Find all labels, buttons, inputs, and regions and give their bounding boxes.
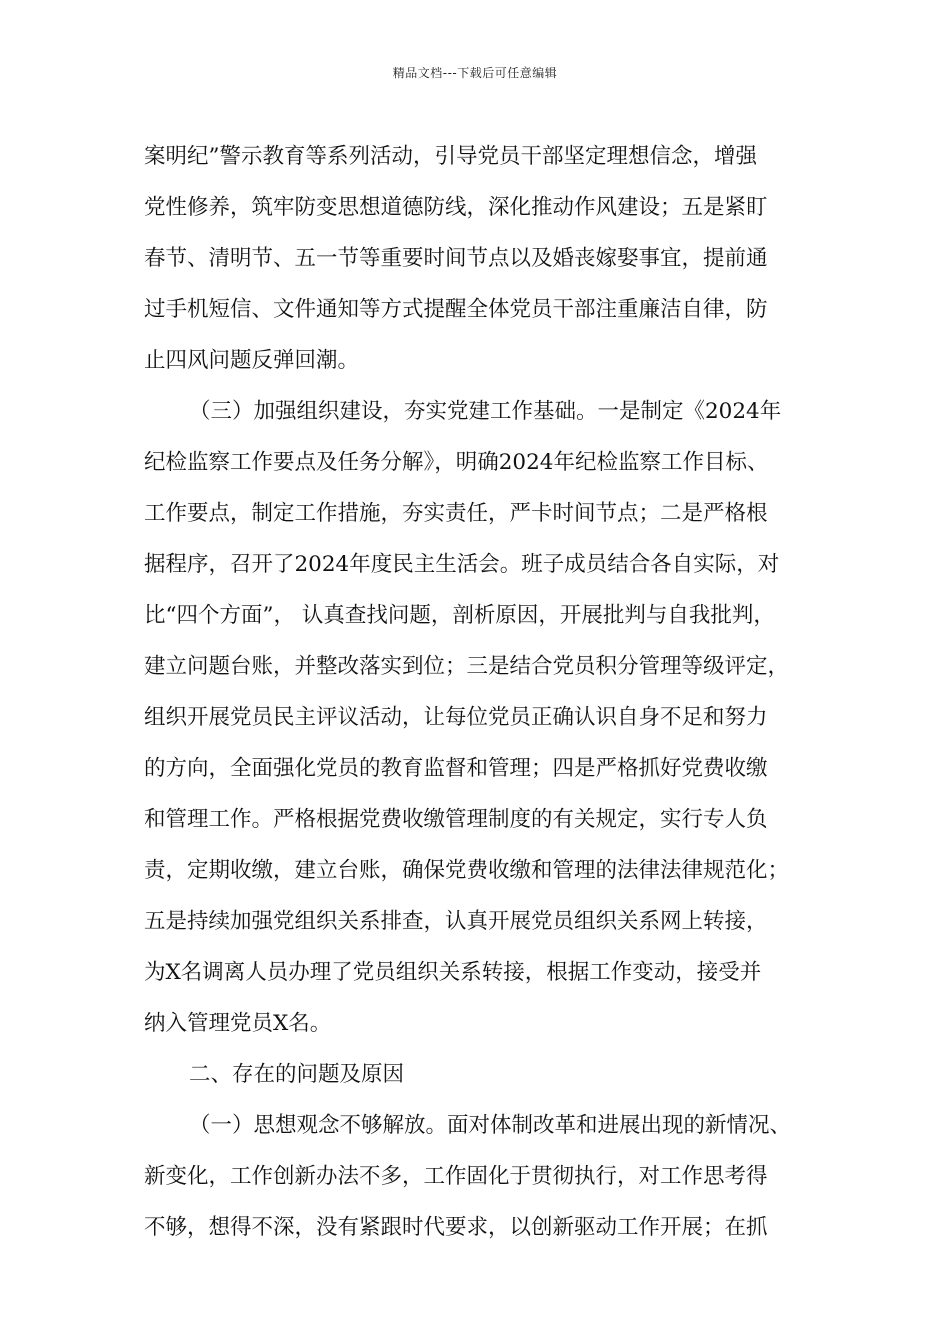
text-line: 新变化，工作创新办法不多，工作固化于贯彻执行，对工作思考得 [144, 1164, 768, 1189]
text-line: 组织开展党员民主评议活动，让每位党员正确认识自身不足和努力 [144, 705, 768, 730]
text-line: 建立问题台账，并整改落实到位；三是结合党员积分管理等级评定， [144, 654, 790, 679]
text-line: 党性修养，筑牢防变思想道德防线，深化推动作风建设；五是紧盯 [144, 195, 768, 220]
section-heading: （一）思想观念不够解放。面对体制改革和进展出现的新情况、 [189, 1113, 792, 1138]
text-line: 纳入管理党员X名。 [144, 1011, 332, 1036]
text-line: 和管理工作。严格根据党费收缴管理制度的有关规定，实行专人负 [144, 807, 768, 832]
text-line: 过手机短信、文件通知等方式提醒全体党员干部注重廉洁自律，防 [144, 297, 768, 322]
section-heading: （三）加强组织建设，夯实党建工作基础。一是制定《2024年 [189, 399, 782, 424]
text-line: 不够，想得不深，没有紧跟时代要求，以创新驱动工作开展；在抓 [144, 1215, 768, 1240]
text-line: 的方向，全面强化党员的教育监督和管理；四是严格抓好党费收缴 [144, 756, 768, 781]
text-line: 案明纪”警示教育等系列活动，引导党员干部坚定理想信念，增强 [144, 144, 757, 169]
text-line: 五是持续加强党组织关系排查，认真开展党员组织关系网上转接， [144, 909, 768, 934]
text-line: 责，定期收缴，建立台账，确保党费收缴和管理的法律法律规范化； [144, 858, 790, 883]
document-body [144, 131, 804, 1253]
page-header: 精品文档---下载后可任意编辑 [392, 66, 558, 80]
text-line: 止四风问题反弹回潮。 [144, 348, 360, 373]
text-line: 比“四个方面”， 认真查找问题，剖析原因，开展批判与自我批判， [144, 603, 775, 628]
text-line: 为X名调离人员办理了党员组织关系转接，根据工作变动，接受并 [144, 960, 762, 985]
text-line: 纪检监察工作要点及任务分解》，明确2024年纪检监察工作目标、 [144, 450, 769, 475]
chapter-heading: 二、存在的问题及原因 [189, 1062, 405, 1087]
text-line: 据程序，召开了2024年度民主生活会。班子成员结合各自实际，对 [144, 552, 780, 577]
text-line: 春节、清明节、五一节等重要时间节点以及婚丧嫁娶事宜，提前通 [144, 246, 768, 271]
text-line: 工作要点，制定工作措施，夯实责任，严卡时间节点；二是严格根 [144, 501, 768, 526]
